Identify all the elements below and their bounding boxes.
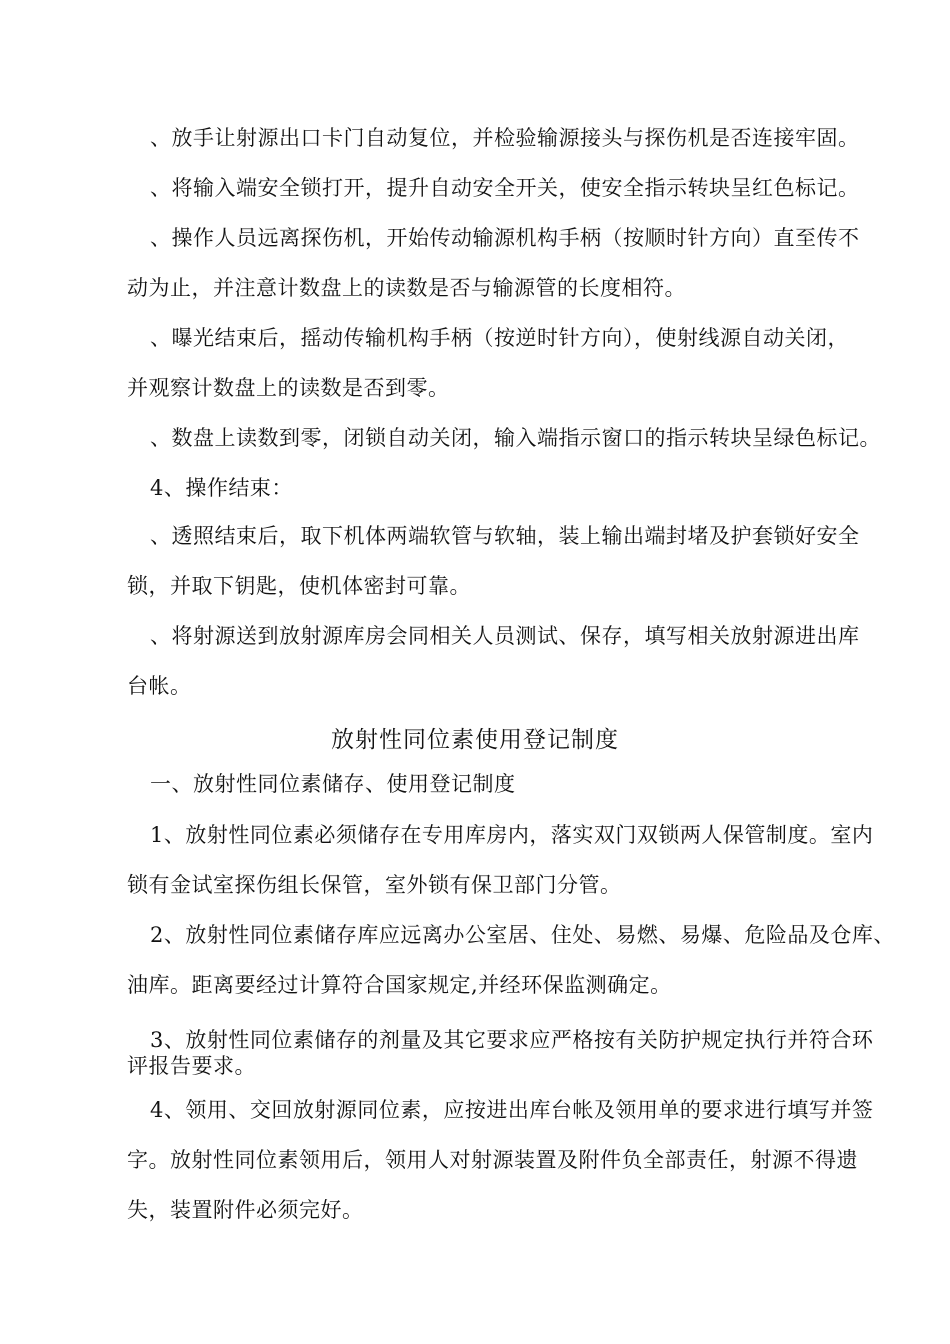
paragraph-line: 失，装置附件必须完好。 xyxy=(127,1198,364,1222)
paragraph-line: 锁，并取下钥匙，使机体密封可靠。 xyxy=(127,574,471,598)
subheading: 一、放射性同位素储存、使用登记制度 xyxy=(150,772,516,796)
paragraph-line: 、将输入端安全锁打开，提升自动安全开关，使安全指示转块呈红色标记。 xyxy=(150,176,860,200)
paragraph-line: 评报告要求。 xyxy=(127,1054,256,1078)
paragraph-line: 、操作人员远离探伤机，开始传动输源机构手柄（按顺时针方向）直至传不 xyxy=(150,226,860,250)
paragraph-line: 、将射源送到放射源库房会同相关人员测试、保存，填写相关放射源进出库 xyxy=(150,624,860,648)
section-heading: 4、操作结束： xyxy=(150,476,293,500)
paragraph-line: 字。放射性同位素领用后，领用人对射源装置及附件负全部责任，射源不得遗 xyxy=(127,1148,858,1172)
paragraph-line: 3、放射性同位素储存的剂量及其它要求应严格按有关防护规定执行并符合环 xyxy=(150,1028,874,1052)
paragraph-line: 1、放射性同位素必须储存在专用库房内，落实双门双锁两人保管制度。室内 xyxy=(150,823,874,847)
paragraph-line: 油库。距离要经过计算符合国家规定,并经环保监测确定。 xyxy=(127,973,672,997)
paragraph-line: 并观察计数盘上的读数是否到零。 xyxy=(127,376,450,400)
paragraph-line: 锁有金试室探伤组长保管，室外锁有保卫部门分管。 xyxy=(127,873,622,897)
document-title: 放射性同位素使用登记制度 xyxy=(331,727,619,753)
paragraph-line: 台帐。 xyxy=(127,674,192,698)
paragraph-line: 、曝光结束后，摇动传输机构手柄（按逆时针方向），使射线源自动关闭， xyxy=(150,326,849,350)
paragraph-line: 4、领用、交回放射源同位素，应按进出库台帐及领用单的要求进行填写并签 xyxy=(150,1098,874,1122)
paragraph-line: 、数盘上读数到零，闭锁自动关闭，输入端指示窗口的指示转块呈绿色标记。 xyxy=(150,426,881,450)
paragraph-line: 、放手让射源出口卡门自动复位，并检验输源接头与探伤机是否连接牢固。 xyxy=(150,126,860,150)
paragraph-line: 、透照结束后，取下机体两端软管与软轴，装上输出端封堵及护套锁好安全 xyxy=(150,524,860,548)
paragraph-line: 动为止，并注意计数盘上的读数是否与输源管的长度相符。 xyxy=(127,276,686,300)
paragraph-line: 2、放射性同位素储存库应远离办公室居、住处、易燃、易爆、危险品及仓库、 xyxy=(150,923,895,947)
